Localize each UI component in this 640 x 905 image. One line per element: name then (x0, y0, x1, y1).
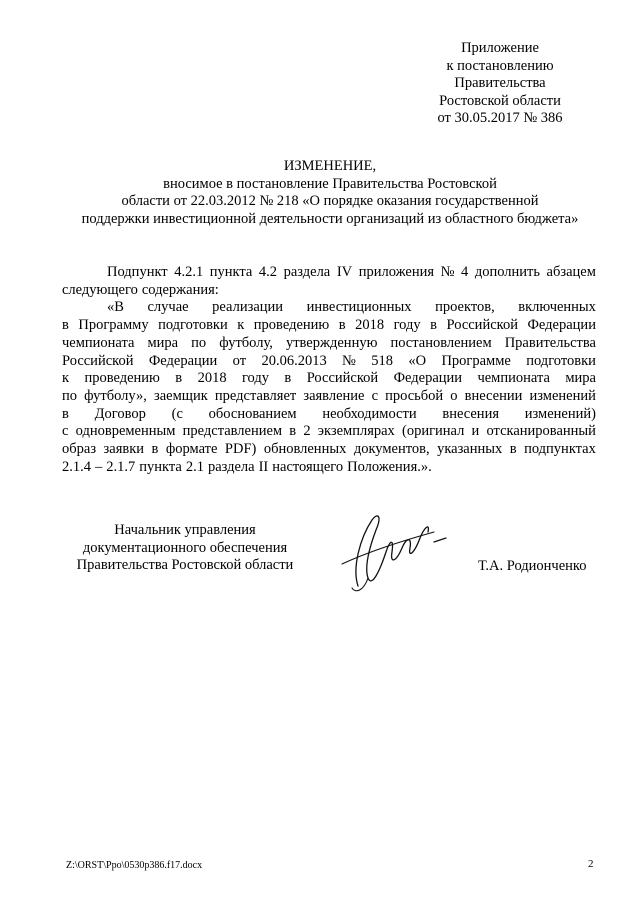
body-line (62, 406, 596, 424)
body-word: «В (107, 299, 124, 316)
body-word: в (151, 441, 159, 458)
body-word: дополнить (474, 264, 540, 280)
body-word: Федерации (148, 352, 218, 369)
body-word: 4 (461, 264, 469, 280)
body-word: необходимости (322, 405, 417, 422)
appendix-block (400, 40, 600, 128)
body-line (62, 264, 596, 282)
body-word: отсканированный (486, 423, 596, 440)
body-word: Федерации (393, 370, 463, 387)
body-word: 518 (371, 352, 393, 369)
body-word: содержания: (141, 281, 219, 298)
body-word: Программу (78, 317, 149, 334)
position-line: Начальник управления (114, 522, 256, 538)
body-word: постановлением (390, 334, 492, 351)
body-word: Положения.». (347, 458, 432, 475)
body-word: обновленных (263, 441, 347, 458)
body-word: следующего (62, 281, 138, 298)
body-word: Подпункт (107, 264, 168, 280)
body-line (62, 335, 596, 353)
body-word: (оригинал (402, 423, 465, 440)
body-word: одновременным (75, 423, 176, 440)
body-word: экземплярах (317, 423, 395, 440)
title-line: поддержки инвестиционной деятельности организаций из областного бюджета» (81, 210, 579, 227)
body-line (62, 282, 596, 300)
body-word: заявление (303, 387, 365, 404)
body-word: подготовки (158, 317, 228, 334)
body-word: футболу», (84, 387, 147, 404)
body-word: пункта (209, 264, 253, 280)
body-word: представляет (214, 387, 297, 404)
body-word: проведению (253, 317, 330, 334)
title-heading: ИЗМЕНЕНИЕ, (283, 158, 377, 174)
body-word: «О (408, 352, 427, 369)
body-word: в (175, 370, 183, 387)
body-word: по (191, 334, 207, 351)
signatory-name: Т.А. Родионченко (478, 558, 587, 574)
body-word: обоснованием (208, 405, 297, 422)
handwritten-signature (338, 508, 458, 598)
body-word: – (95, 458, 103, 475)
body-word: внесении (464, 387, 523, 404)
body-word: пункта (139, 458, 182, 475)
body-word: указанных (437, 441, 503, 458)
body-word: в (62, 317, 69, 334)
body-word: в (509, 441, 517, 458)
body-word: настоящего (272, 458, 344, 475)
appendix-line: к постановлению (446, 57, 554, 74)
body-word: заемщик (154, 387, 208, 404)
title-line: вносимое в постановление Правительства Ростовской (163, 175, 497, 192)
position-line: документационного обеспечения (82, 539, 288, 556)
body-word: IV (336, 264, 353, 280)
body-word: чемпионата (477, 370, 550, 387)
body-word: о (450, 387, 458, 404)
body-word: с (62, 423, 69, 440)
body-word: в (338, 317, 346, 334)
body-word: № (440, 264, 455, 280)
body-word: по (62, 387, 78, 404)
body-word: Федерации (527, 317, 596, 334)
body-word: Правительства (504, 334, 596, 351)
body-word: чемпионата (62, 334, 135, 351)
body-word: 4.2 (258, 264, 278, 280)
page-number: 2 (588, 858, 594, 870)
body-word: абзацем (546, 264, 596, 280)
body-word: проведению (84, 370, 160, 387)
body-word: образ (62, 441, 97, 458)
body-line (62, 317, 596, 335)
signatory-position (50, 522, 320, 575)
title-line: области от 22.03.2012 № 218 «О порядке оказания государственной (121, 193, 539, 210)
body-word: в (289, 423, 297, 440)
body-word: году (241, 370, 270, 387)
body-word: внесения (442, 405, 499, 422)
body-word: от (232, 352, 247, 369)
body-word: формате (165, 441, 218, 458)
body-word: инвестиционных (306, 299, 412, 316)
body-word: приложения (358, 264, 435, 280)
body-word: в (62, 405, 69, 422)
body-word: в (430, 317, 437, 334)
body-word: Российской (446, 317, 518, 334)
body-word: раздела (207, 458, 255, 475)
body-word: изменений) (524, 405, 596, 422)
body-word: изменений (529, 387, 596, 404)
document-title (40, 158, 620, 228)
body-word: 4.2.1 (174, 264, 204, 280)
body-word: раздела (283, 264, 331, 280)
body-word: 2.1 (185, 458, 204, 475)
body-word: футболу, (219, 334, 273, 351)
appendix-line: от 30.05.2017 № 386 (437, 110, 563, 127)
body-word: проектов, (435, 299, 495, 316)
body-word: к (237, 317, 245, 334)
body-word: № (342, 352, 356, 369)
body-word: просьбой (385, 387, 444, 404)
body-line (62, 370, 596, 388)
body-word: с (371, 387, 379, 404)
body-word: реализации (212, 299, 284, 316)
body-word: II (258, 458, 269, 475)
body-word: случае (147, 299, 189, 316)
body-line (62, 388, 596, 406)
body-word: 2018 (355, 317, 385, 334)
body-word: (с (171, 405, 183, 422)
body-word: подпунктах (524, 441, 596, 458)
body-line (62, 299, 596, 317)
body-line (62, 423, 596, 441)
body-word: мира (565, 370, 596, 387)
body-word: утвержденную (285, 334, 378, 351)
body-word: к (62, 370, 70, 387)
body-word: документов, (353, 441, 430, 458)
appendix-line: Приложение (461, 40, 539, 56)
body-line (62, 459, 596, 477)
body-word: заявки (103, 441, 145, 458)
document-body (62, 264, 596, 476)
appendix-line: Правительства (454, 75, 546, 92)
body-word: 2 (303, 423, 311, 440)
body-word: в (284, 370, 292, 387)
appendix-line: Ростовской области (439, 92, 561, 109)
body-word: и (471, 423, 480, 440)
body-line (62, 353, 596, 371)
body-word: Российской (306, 370, 379, 387)
body-word: представлением (182, 423, 283, 440)
body-word: включенных (518, 299, 596, 316)
body-word: подготовки (526, 352, 596, 369)
body-word: Программе (441, 352, 511, 369)
body-word: 2018 (197, 370, 227, 387)
body-word: 20.06.2013 (261, 352, 327, 369)
position-line: Правительства Ростовской области (76, 557, 294, 574)
footer-file-path: Z:\ORST\Ppo\0530p386.f17.docx (66, 860, 203, 871)
body-word: 2.1.7 (106, 458, 136, 475)
body-line (62, 441, 596, 459)
body-word: 2.1.4 (62, 458, 91, 475)
body-word: Российской (62, 352, 134, 369)
body-word: PDF) (224, 441, 257, 458)
body-word: мира (147, 334, 179, 351)
body-word: году (393, 317, 421, 334)
body-word: Договор (94, 405, 146, 422)
